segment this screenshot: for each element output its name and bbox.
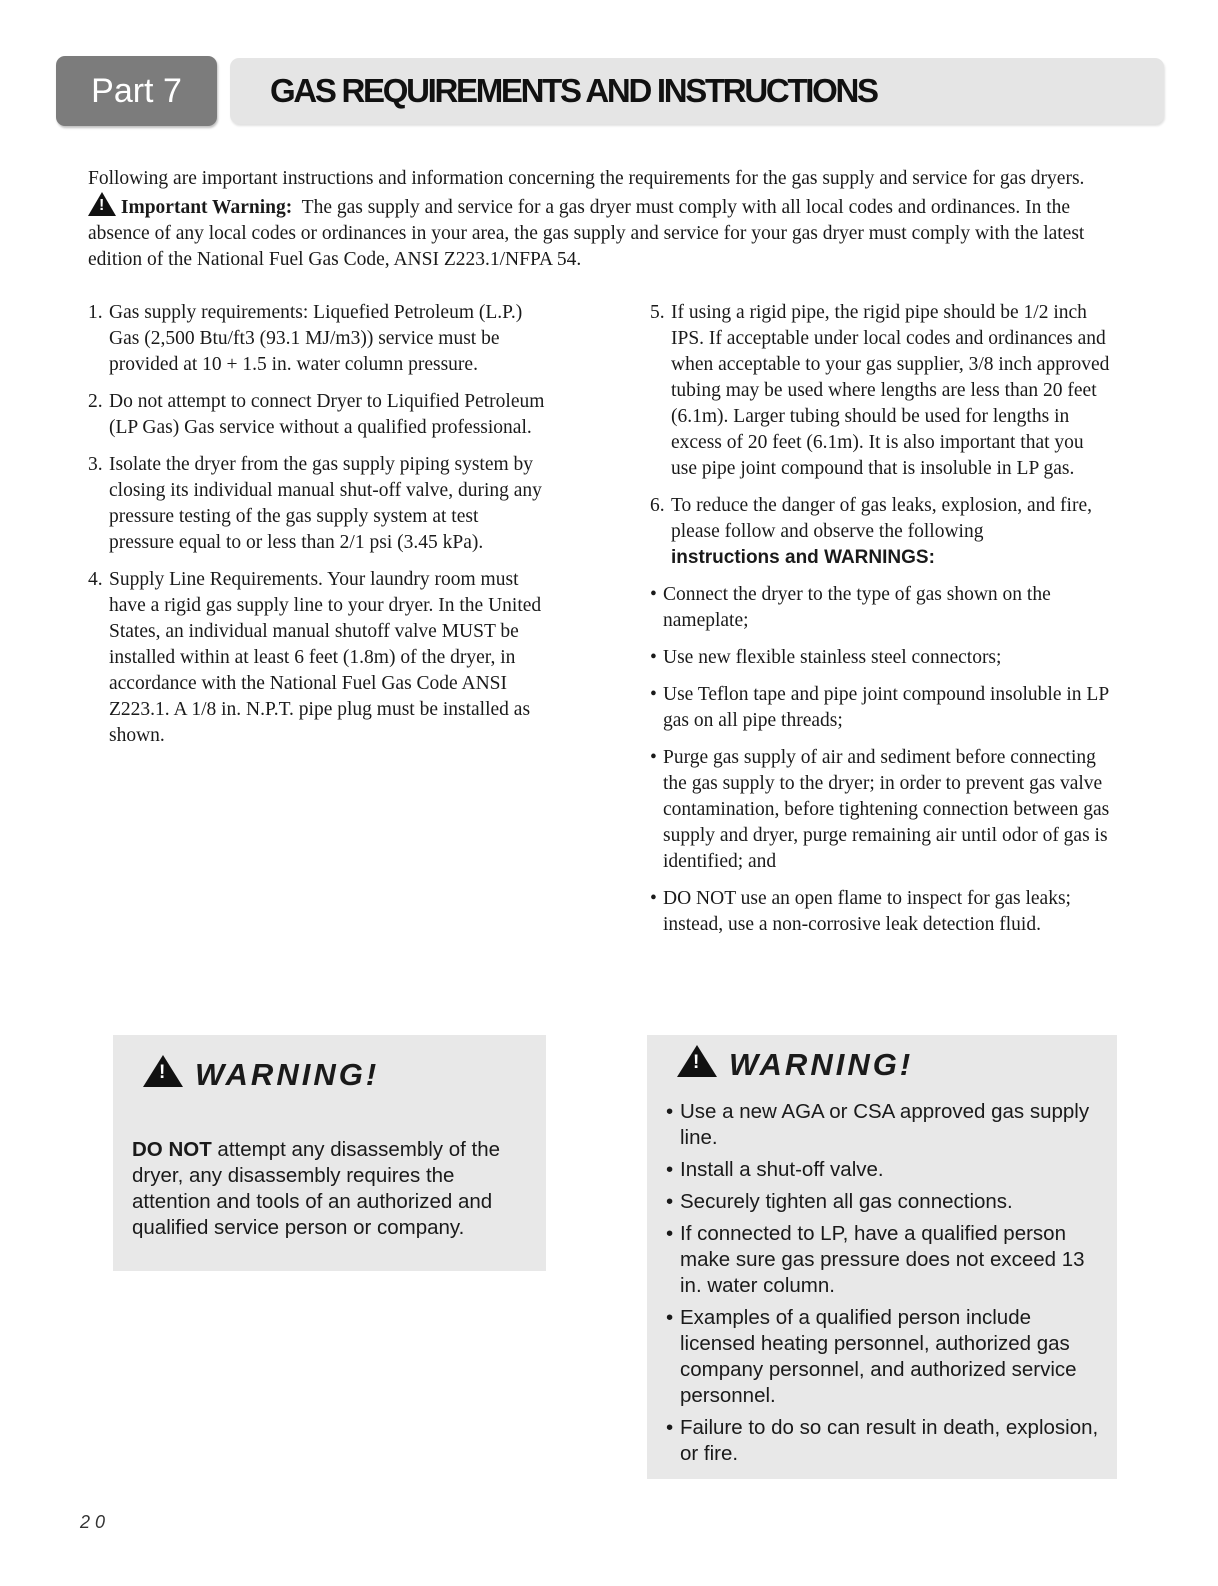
gas-instructions-bullets xyxy=(650,582,1110,938)
warning-item: • If connected to LP, have a qualified person make sure gas pressure does not exceed 13 in. water column. xyxy=(666,1221,1106,1299)
warning-item: • Install a shut-off valve. xyxy=(666,1157,1106,1183)
list-number: 2. xyxy=(88,391,103,412)
warning-triangle-icon xyxy=(143,1055,183,1087)
list-number: 5. xyxy=(650,302,665,323)
warning-heading xyxy=(143,1055,379,1093)
warning-box-gas xyxy=(647,1035,1117,1479)
bullet-item: • Purge gas supply of air and sediment before connecting the gas supply to the dryer; in order to prevent gas valve contamination, before tightening connection between gas supply and dryer, purge remaining air until odor of gas is identified; and xyxy=(650,745,1110,875)
bullet-item: • Use new flexible stainless steel connectors; xyxy=(650,645,1110,671)
list-item xyxy=(650,493,1110,571)
warning-bold-lead: DO NOT xyxy=(132,1138,212,1161)
page-number: 20 xyxy=(80,1512,111,1532)
warning-item: • Securely tighten all gas connections. xyxy=(666,1189,1106,1215)
page-title: GAS REQUIREMENTS AND INSTRUCTIONS xyxy=(270,72,877,109)
warning-triangle-icon xyxy=(677,1045,717,1077)
list-item-text: If using a rigid pipe, the rigid pipe should be 1/2 inch IPS. If acceptable under local codes and ordinances and when acceptable to your gas supplier, 3/8 inch approved tubing may be used where lengths are less than 20 feet (6.1m). Larger tubing should be used for lengths in excess of 20 feet (6.1m). It is also important that you use pipe joint compound that is insoluble in LP gas. xyxy=(671,302,1110,479)
requirements-list-left xyxy=(88,300,548,749)
list-item-text: Isolate the dryer from the gas supply piping system by closing its individual manual shut-off valve, during any pressure testing of the gas supply system at test pressure equal to or less than 2/1 psi (3.45 kPa). xyxy=(109,454,542,553)
intro-text-before: Following are important instructions and information concerning the requirements for the gas supply and service for gas dryers. xyxy=(88,168,1085,189)
warning-item: • Use a new AGA or CSA approved gas supply line. xyxy=(666,1099,1106,1151)
warning-item: • Failure to do so can result in death, explosion, or fire. xyxy=(666,1415,1106,1467)
warning-triangle-icon xyxy=(88,192,116,216)
intro-text-after: The gas supply and service for a gas dryer must comply with all local codes and ordinances. In the absence of any local codes or ordinances in your area, the gas supply and service for your gas dryer must comply with the latest edition of the National Fuel Gas Code, ANSI Z223.1/NFPA 54. xyxy=(88,197,1085,270)
list-item xyxy=(88,567,548,749)
warning-box-disassembly xyxy=(113,1035,546,1271)
left-column xyxy=(88,300,548,760)
warning-body xyxy=(132,1137,532,1241)
warning-heading-text: WARNING! xyxy=(195,1057,380,1092)
list-item-bold-text: instructions and WARNINGS: xyxy=(671,547,935,568)
list-number: 3. xyxy=(88,454,103,475)
list-item xyxy=(650,300,1110,482)
warning-item: • Examples of a qualified person include licensed heating personnel, authorized gas company personnel, and authorized service personnel. xyxy=(666,1305,1106,1409)
warning-heading xyxy=(677,1045,913,1083)
intro-paragraph xyxy=(88,166,1128,273)
warning-heading-text: WARNING! xyxy=(729,1047,914,1082)
list-item-text: Gas supply requirements: Liquefied Petroleum (L.P.) Gas (2,500 Btu/ft3 (93.1 MJ/m3)) service must be provided at 10 + 1.5 in. water column pressure. xyxy=(109,302,523,375)
list-item-text: Supply Line Requirements. Your laundry room must have a rigid gas supply line to your dryer. In the United States, an individual manual shutoff valve MUST be installed within at least 6 feet (1.8m) of the dryer, in accordance with the National Fuel Gas Code ANSI Z223.1. A 1/8 in. N.P.T. pipe plug must be installed as shown. xyxy=(109,569,542,746)
bullet-item: • Connect the dryer to the type of gas shown on the nameplate; xyxy=(650,582,1110,634)
list-item xyxy=(88,300,548,378)
bullet-item: • DO NOT use an open flame to inspect for gas leaks; instead, use a non-corrosive leak detection fluid. xyxy=(650,886,1110,938)
list-number: 4. xyxy=(88,569,103,590)
part-label: Part 7 xyxy=(56,56,217,126)
list-number: 1. xyxy=(88,302,103,323)
warning-body-text: attempt any disassembly of the dryer, any disassembly requires the attention and tools of an authorized and qualified service person or company. xyxy=(132,1138,501,1239)
list-item xyxy=(88,452,548,556)
bullet-item: • Use Teflon tape and pipe joint compound insoluble in LP gas on all pipe threads; xyxy=(650,682,1110,734)
title-bar xyxy=(230,58,1164,124)
right-column xyxy=(650,300,1110,949)
warning-list xyxy=(666,1099,1106,1473)
page-header xyxy=(56,56,1164,126)
list-number: 6. xyxy=(650,495,665,516)
intro-warning-label: Important Warning: xyxy=(120,197,293,218)
list-item-text: Do not attempt to connect Dryer to Liquified Petroleum (LP Gas) Gas service without a qualified professional. xyxy=(109,391,545,438)
list-item-text: To reduce the danger of gas leaks, explosion, and fire, please follow and observe the following xyxy=(671,495,1092,542)
list-item xyxy=(88,389,548,441)
requirements-list-right xyxy=(650,300,1110,571)
